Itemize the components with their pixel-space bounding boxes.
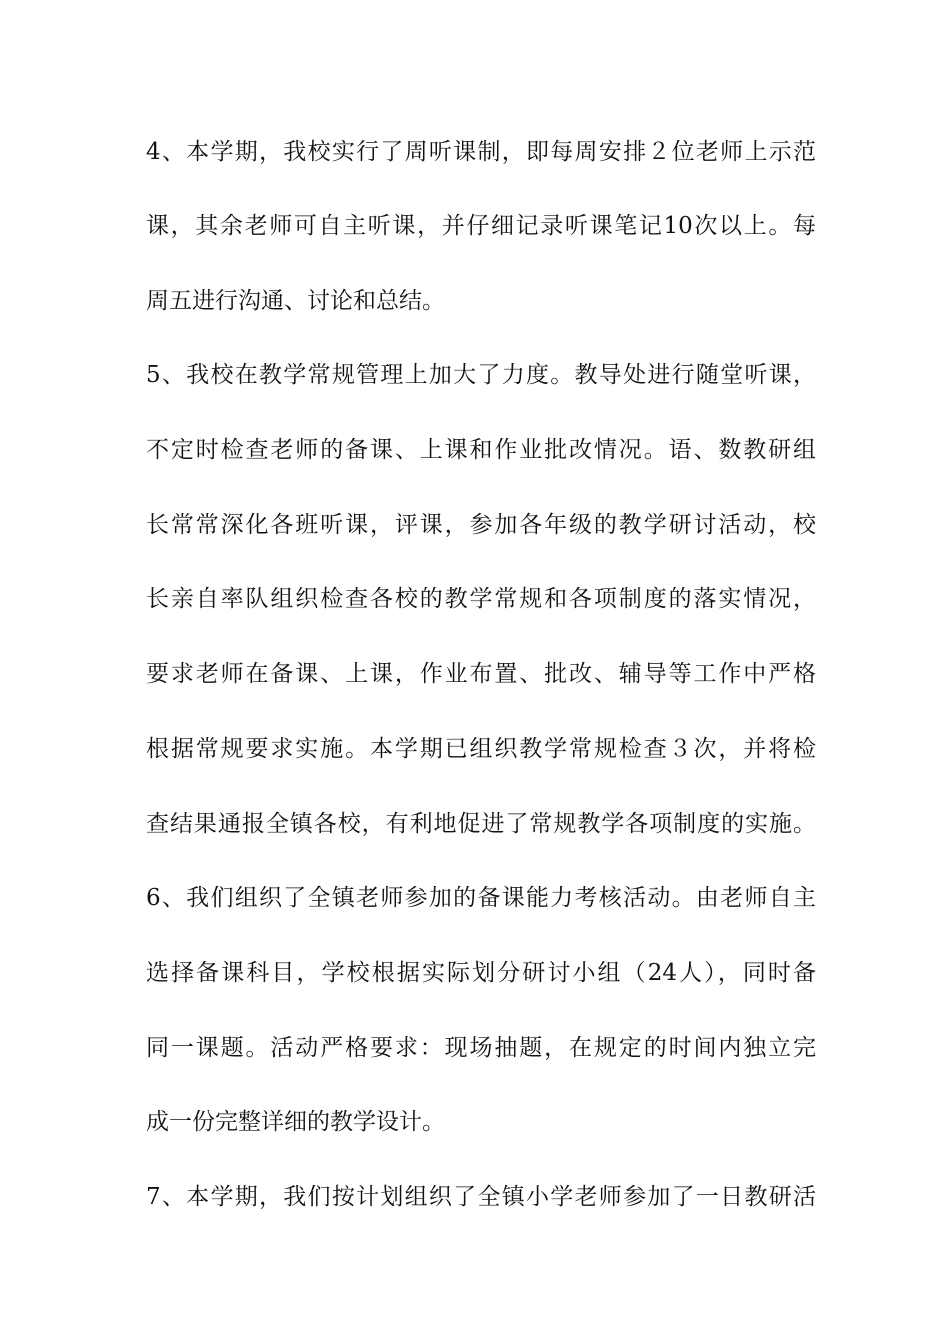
text-line: 同一课题。活动严格要求：现场抽题，在规定的时间内独立完 <box>146 1035 816 1061</box>
text-line: 4、本学期，我校实行了周听课制，即每周安排２位老师上示范 <box>146 139 816 165</box>
text-line: 6、我们组织了全镇老师参加的备课能力考核活动。由老师自主 <box>146 885 816 911</box>
text-line: 不定时检查老师的备课、上课和作业批改情况。语、数教研组 <box>146 437 816 463</box>
text-line: 要求老师在备课、上课，作业布置、批改、辅导等工作中严格 <box>146 661 816 687</box>
text-line: 5、我校在教学常规管理上加大了力度。教导处进行随堂听课， <box>146 362 816 388</box>
text-line: 长亲自率队组织检查各校的教学常规和各项制度的落实情况， <box>146 586 816 612</box>
text-line: 周五进行沟通、讨论和总结。 <box>146 288 445 314</box>
text-line: 长常常深化各班听课，评课，参加各年级的教学研讨活动，校 <box>146 512 816 538</box>
text-line: 根据常规要求实施。本学期已组织教学常规检查３次，并将检 <box>146 736 816 762</box>
text-line: 选择备课科目，学校根据实际划分研讨小组（24人），同时备 <box>146 960 816 986</box>
text-line: 成一份完整详细的教学设计。 <box>146 1109 445 1135</box>
text-line: 查结果通报全镇各校，有利地促进了常规教学各项制度的实施。 <box>146 811 816 837</box>
text-line: 课，其余老师可自主听课，并仔细记录听课笔记10次以上。每 <box>146 213 816 239</box>
text-line: 7、本学期，我们按计划组织了全镇小学老师参加了一日教研活 <box>146 1184 816 1210</box>
